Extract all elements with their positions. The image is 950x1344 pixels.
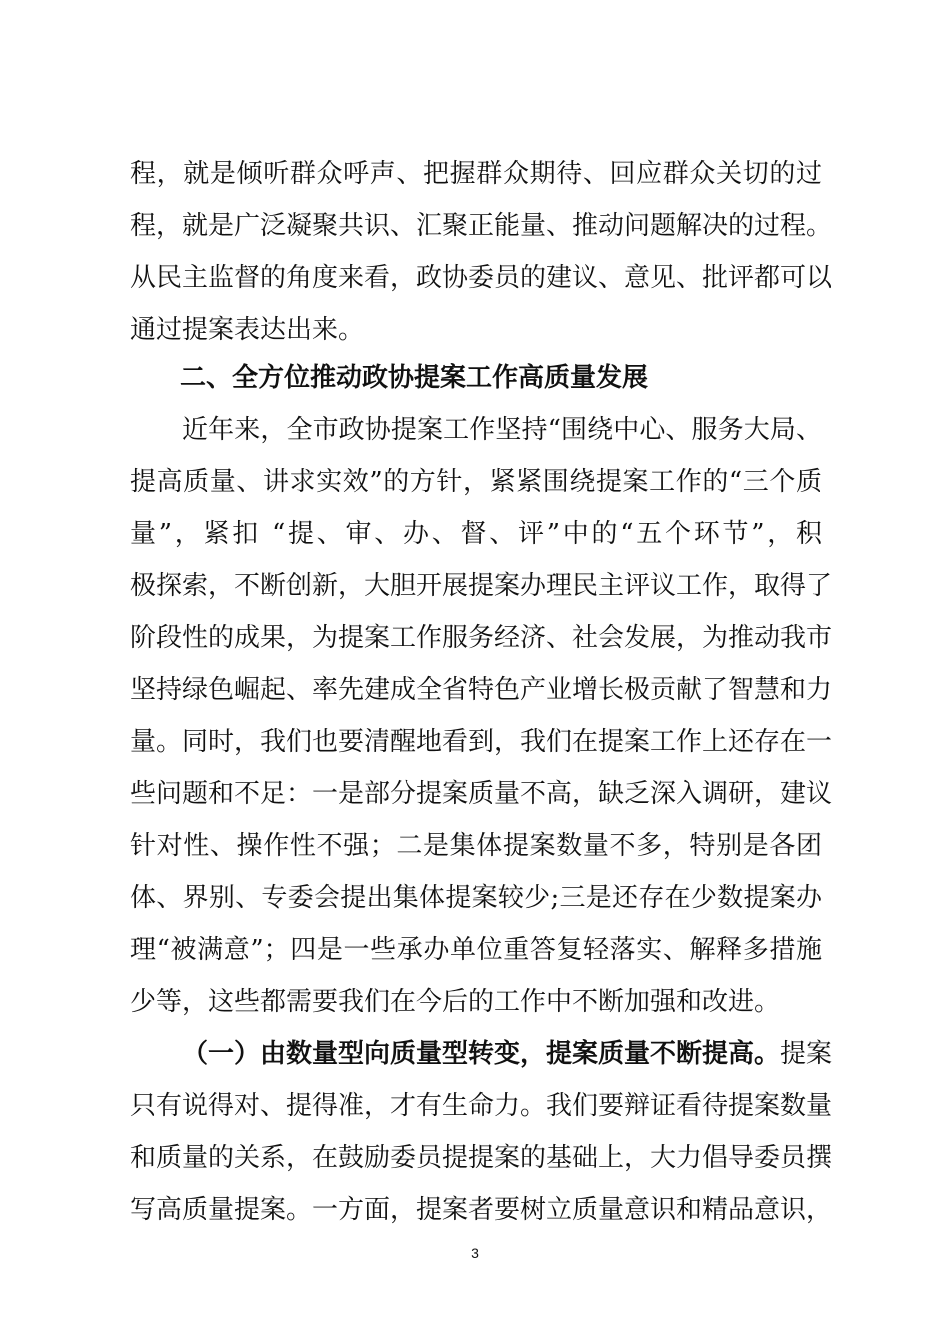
page-number: 3 [471,1245,479,1261]
body-text-line: 坚持绿色崛起、率先建成全省特色产业增长极贡献了智慧和力 [130,675,833,705]
subsection-lead-rest: 提案 [780,1039,833,1069]
body-text-line: 通过提案表达出来。 [130,315,365,345]
body-text-line: 阶段性的成果，为提案工作服务经济、社会发展，为推动我市 [130,623,833,653]
subsection-first-line [182,1028,833,1080]
body-text-line: 少等，这些都需要我们在今后的工作中不断加强和改进。 [130,987,781,1017]
body-text-line: 写高质量提案。一方面，提案者要树立质量意识和精品意识， [130,1195,833,1225]
body-text-line: 量。同时，我们也要清醒地看到，我们在提案工作上还存在一 [130,727,833,757]
body-text-line: 近年来，全市政协提案工作坚持“围绕中心、服务大局、 [182,415,822,445]
body-text-line: 些问题和不足：一是部分提案质量不高，缺乏深入调研，建议 [130,779,833,809]
body-text-line: 提高质量、讲求实效”的方针，紧紧围绕提案工作的“三个质 [130,467,822,497]
section-heading: 二、全方位推动政协提案工作高质量发展 [180,363,649,393]
body-text-line: 极探索，不断创新，大胆开展提案办理民主评议工作，取得了 [130,571,833,601]
body-text-line: 体、界别、专委会提出集体提案较少;三是还存在少数提案办 [130,883,822,913]
body-text-line: 程，就是倾听群众呼声、把握群众期待、回应群众关切的过 [130,159,822,189]
body-text-line: 只有说得对、提得准，才有生命力。我们要辩证看待提案数量 [130,1091,833,1121]
body-text-line: 针对性、操作性不强；二是集体提案数量不多，特别是各团 [130,831,822,861]
body-text-line: 从民主监督的角度来看，政协委员的建议、意见、批评都可以 [130,263,833,293]
subsection-lead: （一）由数量型向质量型转变，提案质量不断提高。 [182,1039,781,1069]
body-text-line: 理“被满意”；四是一些承办单位重答复轻落实、解释多措施 [130,935,822,965]
body-text-line: 量”，紧扣 “提、审、办、督、评”中的“五个环节”，积 [130,519,822,549]
body-text-line: 程，就是广泛凝聚共识、汇聚正能量、推动问题解决的过程。 [130,211,833,241]
body-text-line: 和质量的关系，在鼓励委员提提案的基础上，大力倡导委员撰 [130,1143,833,1173]
